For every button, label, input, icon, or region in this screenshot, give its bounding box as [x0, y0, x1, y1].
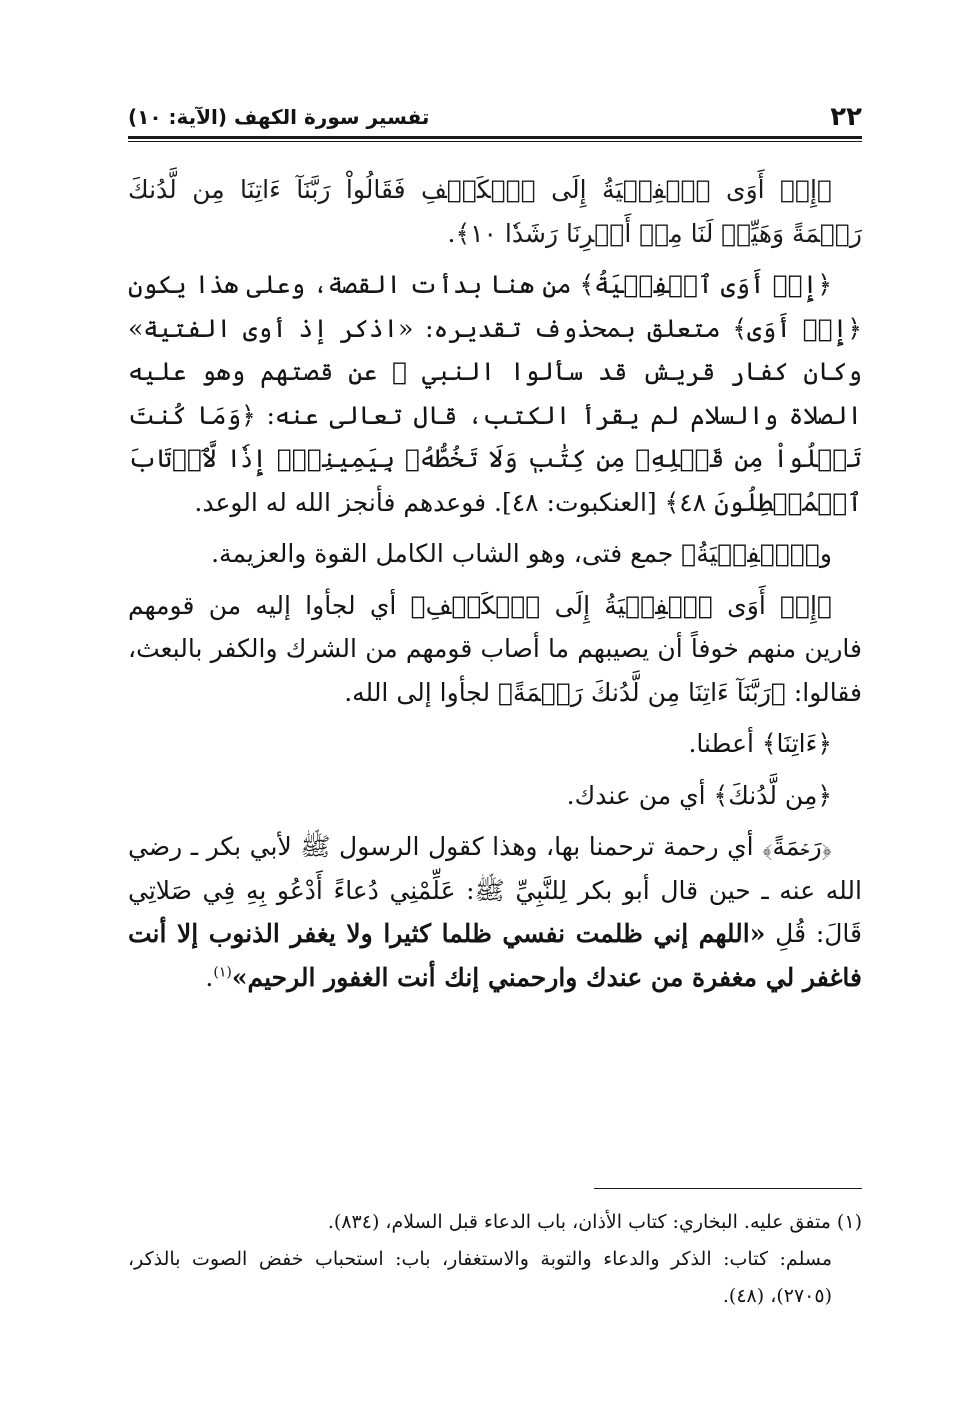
- rahma-text: ﴿رَحۡمَةً﴾ أي رحمة ترحمنا بها، وهذا كقول الرسول ﷺ لأبي بكر ـ رضي الله عنه ـ حين قال أبو بكر لِلنَّبِيِّ ﷺ: عَلِّمْنِي دُعاءً أَدْعُو بِهِ فِي صَلاتِي قَالَ: قُلِ: [128, 832, 862, 948]
- paragraph-rahma: [128, 825, 862, 999]
- footnote-1: (١) متفق عليه. البخاري: كتاب الأذان، باب الدعاء قبل السلام، (٨٣٤).: [327, 1211, 862, 1233]
- footnote-1-continued: مسلم: كتاب: الذكر والدعاء والتوبة والاستغفار، باب: استحباب خفض الصوت بالذكر، (٢٧٠٥)، (٤٨).: [128, 1248, 832, 1307]
- footnote-rule: [594, 1188, 862, 1189]
- dua-text: «اللهم إني ظلمت نفسي ظلما كثيرا ولا يغفر الذنوب إلا أنت فاغفر لي مغفرة من عندك وارحمني إنك أنت الغفور الرحيم»: [128, 919, 862, 992]
- paragraph-fitya: و﴿ٱلۡفِتۡيَةُ﴾ جمع فتى، وهو الشاب الكامل القوة والعزيمة.: [211, 539, 832, 568]
- footnote-ref[interactable]: (١): [213, 964, 232, 981]
- page-header: [128, 86, 862, 132]
- main-text: [128, 168, 862, 1007]
- paragraph-ladunka: ﴿مِن لَّدُنكَ﴾ أي من عندك.: [566, 780, 832, 810]
- header-rule-thin: [128, 141, 862, 142]
- page-number: ٢٢: [830, 102, 862, 132]
- paragraph-intro: ﴿إِذۡ أَوَى ٱلۡفِتۡيَةُ﴾ من هنا بدأت القصة، وعلى هذا يكون ﴿إِذۡ أَوَى﴾ متعلق بمحذوف تقديره: «اذكر إذ أوى الفتية» وكان كفار قريش قد سألوا النبي ﷺ عن قصتهم وهو عليه الصلاة والسلام لم يقرأ الكتب، قال تعالى عنه: ﴿وَمَا كُنتَ تَتۡلُواْ مِن قَبۡلِهِۦ مِن كِتَٰبٖ وَلَا تَخُطُّهُۥ بِيَمِينِكَۖ إِذٗا لَّٱرۡتَابَ ٱلۡمُبۡطِلُونَ ٤٨﴾ [العنكبوت: ٤٨]. فوعدهم فأنجز الله له الوعد.: [128, 270, 862, 517]
- paragraph-cave: ﴿إِذۡ أَوَى ٱلۡفِتۡيَةُ إِلَى ٱلۡكَهۡفِ﴾ أي لجأوا إليه من قومهم فارين منهم خوفاً أن يصيبهم ما أصاب قومهم من الشرك والكفر بالبعث، فقالوا: ﴿رَبَّنَآ ءَاتِنَا مِن لَّدُنكَ رَحۡمَةً﴾ لجأوا إلى الله.: [128, 590, 862, 707]
- paragraph-atina: ﴿ءَاتِنَا﴾ أعطنا.: [688, 729, 832, 758]
- running-title: تفسير سورة الكهف (الآية: ١٠): [128, 105, 430, 129]
- header-rule: [128, 136, 862, 139]
- rahma-end: .: [205, 962, 214, 992]
- footnotes: [128, 1204, 862, 1315]
- quran-verse: ﴿إِذۡ أَوَى ٱلۡفِتۡيَةُ إِلَى ٱلۡكَهۡفِ فَقَالُواْ رَبَّنَآ ءَاتِنَا مِن لَّدُنكَ رَحۡمَةً وَهَيِّئۡ لَنَا مِنۡ أَمۡرِنَا رَشَدٗا ١٠﴾.: [128, 175, 862, 248]
